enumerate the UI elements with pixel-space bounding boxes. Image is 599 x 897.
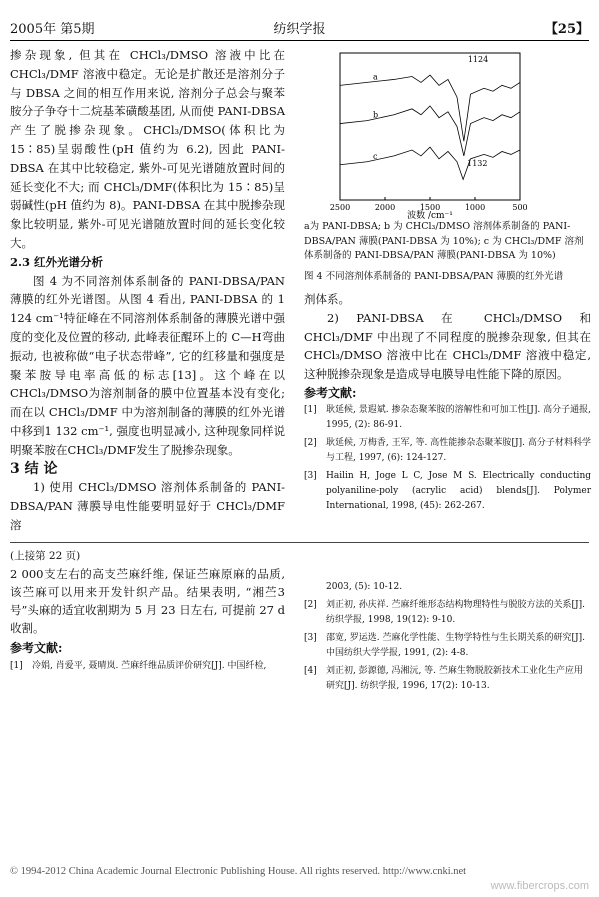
section-heading-2-3: 2.3 红外光谱分析 (10, 254, 104, 269)
paragraph: 掺杂现象, 但其在 CHCl₃/DMSO 溶液中比在 CHCl₃/DMF 溶液中稳定。无论是扩散还是溶剂分子与 DBSA 之间的相互作用来说, 溶剂分子总会与聚苯胺分子争夺十二烷基苯磺酸基团, 从而使 PANI-DBSA 产生了脱掺杂现象。CHCl₃/DMSO(体积比为 15∶85)呈弱酸性(pH 值约为 6.2), 因此 PANI-DBSA 在其中比较稳定, 紫外-可见光谱随放置时间的延长变化不大; 而 CHCl₃/DMF(体积比为 15∶85)呈弱碱性(pH 值约为 8)。PANI-DBSA 在其中脱掺杂现象比较明显, 紫外-可见光谱随放置时间的延长变化较大。 (10, 48, 285, 250)
reference-number (304, 580, 326, 595)
reference-text: 耿延候, 景遐斌. 掺杂态聚苯胺的溶解性和可加工性[J]. 高分子通报, 1995, (2): 86-91. (326, 404, 591, 430)
series-line-c (340, 147, 520, 179)
reference-number: [3] (304, 470, 317, 481)
paragraph: 剂体系。 (304, 292, 350, 306)
x-tick-label: 1500 (419, 203, 441, 212)
x-tick-label: 1000 (464, 203, 486, 212)
reference-text: 2003, (5): 10-12. (326, 582, 403, 592)
x-axis-label: 波数 /cm⁻¹ (407, 211, 453, 221)
reference-item (304, 436, 591, 466)
references-title: 参考文献: (10, 641, 63, 655)
lower-right-column (304, 580, 591, 697)
paragraph: 1) 使用 CHCl₃/DMSO 溶剂体系制备的 PANI-DBSA/PAN 薄膜导电性能要明显好于 CHCl₃/DMF 溶 (10, 480, 285, 532)
reference-number: [1] (10, 661, 23, 671)
reference-number: [1] (304, 404, 317, 415)
series-label: c (373, 151, 378, 161)
running-header (10, 18, 589, 38)
reference-text: 刘正初, 彭源德, 冯湘沅, 等. 苎麻生物脱胶新技术工业化生产应用研究[J]. 纺织学报, 1996, 17(2): 10-13. (326, 666, 583, 691)
continued-note: (上接第 22 页) (10, 550, 81, 562)
section-heading-3: 3 结 论 (10, 460, 58, 477)
paragraph: 2) PANI-DBSA 在 CHCl₃/DMSO 和 CHCl₃/DMF 中出现了不同程度的脱掺杂现象, 但其在 CHCl₃/DMSO 溶液中比在 CHCl₃/DMF 溶液中稳定, 这种脱掺杂现象是造成导电膜导电性能下降的原因。 (304, 310, 591, 382)
header-rule (10, 40, 589, 41)
references-title: 参考文献: (304, 385, 357, 400)
reference-text: 耿延候, 万梅香, 王军, 等. 高性能掺杂态聚苯胺[J]. 高分子材料科学与工程, 1997, (6): 124-127. (326, 437, 591, 463)
series-line-b (340, 106, 520, 156)
copyright-footer: © 1994-2012 China Academic Journal Electronic Publishing House. All rights reserved. http://www.cnki.net (10, 866, 467, 877)
left-column (10, 46, 285, 535)
reference-text: 冷娟, 肖爱平, 聂晴岚. 苎麻纤维品质评价研究[J]. 中国纤检, (32, 661, 267, 671)
page-number: 【25】 (544, 22, 589, 37)
reference-item (304, 664, 591, 694)
reference-item (304, 598, 591, 628)
figure-caption: a为 PANI-DBSA; b 为 CHCl₃/DMSO 溶剂体系制备的 PANI-DBSA/PAN 薄膜(PANI-DBSA 为 10%); c 为 CHCl₃/DMF 溶剂体系制备的 PANI-DBSA/PAN 薄膜(PANI-DBSA 为 10%) (304, 221, 584, 261)
section-divider (10, 542, 589, 543)
reference-text: Hailin H, Joge L C, Jose M S. Electrically conducting polyaniline-poly (acrylic acid) blends[J]. Polymer International, 1998, (45): 262-267. (326, 470, 591, 511)
series-label: b (373, 110, 379, 120)
peak-annotation: 1132 (467, 159, 488, 168)
reference-number: [3] (304, 633, 317, 643)
reference-text: 邵宽, 罗运选. 苎麻化学性能、生物学特性与生长期关系的研究[J]. 中国纺织大学学报, 1991, (2): 4-8. (326, 633, 585, 658)
lower-left-column (10, 547, 285, 677)
series-line-a (340, 75, 520, 141)
issue-label: 2005年 第5期 (10, 22, 95, 37)
reference-number: [2] (304, 600, 317, 610)
journal-title: 纺织学报 (273, 22, 326, 37)
x-tick-label: 2500 (330, 203, 351, 212)
reference-number: [2] (304, 437, 317, 448)
paragraph: 图 4 为不同溶剂体系制备的 PANI-DBSA/PAN 薄膜的红外光谱图。从图 4 看出, PANI-DBSA 的 1 124 cm⁻¹特征峰在不同溶剂体系制备的薄膜光谱中强度的变化及位置的移动, 此峰表征醌环上的 C—H弯曲振动, 也被称做“电子状态带峰”, 它的红移量和强度是聚苯胺导电率高低的标志[13]。这个峰在以CHCl₃/DMSO为溶剂制备的膜中位置基本没有变化; 而在以 CHCl₃/DMF 中为溶剂制备的薄膜的红外光谱中移到1 132 cm⁻¹, 强度也明显减小, 这种现象同样说明聚苯胺在CHCl₃/DMF发生了脱掺杂现象。 (10, 273, 285, 457)
watermark: www.fibercrops.com (490, 880, 589, 892)
x-tick-label: 2000 (374, 203, 396, 212)
reference-item (10, 659, 285, 674)
series-label: a (373, 72, 378, 82)
reference-item (304, 631, 591, 661)
reference-text: 刘正初, 孙庆祥. 苎麻纤维形态结构物理特性与脱胶方法的关系[J]. 纺织学报, 1998, 19(12): 9-10. (326, 600, 585, 625)
figure-title: 图 4 不同溶剂体系制备的 PANI-DBSA/PAN 薄膜的红外光谱 (304, 271, 564, 282)
x-tick-label: 500 (512, 203, 528, 212)
right-column (304, 290, 591, 517)
reference-item (304, 580, 591, 595)
paragraph: 2 000支左右的高支苎麻纤维, 保证苎麻原麻的品质, 该苎麻可以用来开发针织产品。结果表明, “湘苎3号”头麻的适宜收割期为 5 月 23 日左右, 可提前 27 d 收割。 (10, 567, 285, 635)
peak-annotation: 1124 (467, 55, 489, 64)
reference-number: [4] (304, 666, 317, 676)
reference-item (304, 469, 591, 514)
reference-item (304, 403, 591, 433)
